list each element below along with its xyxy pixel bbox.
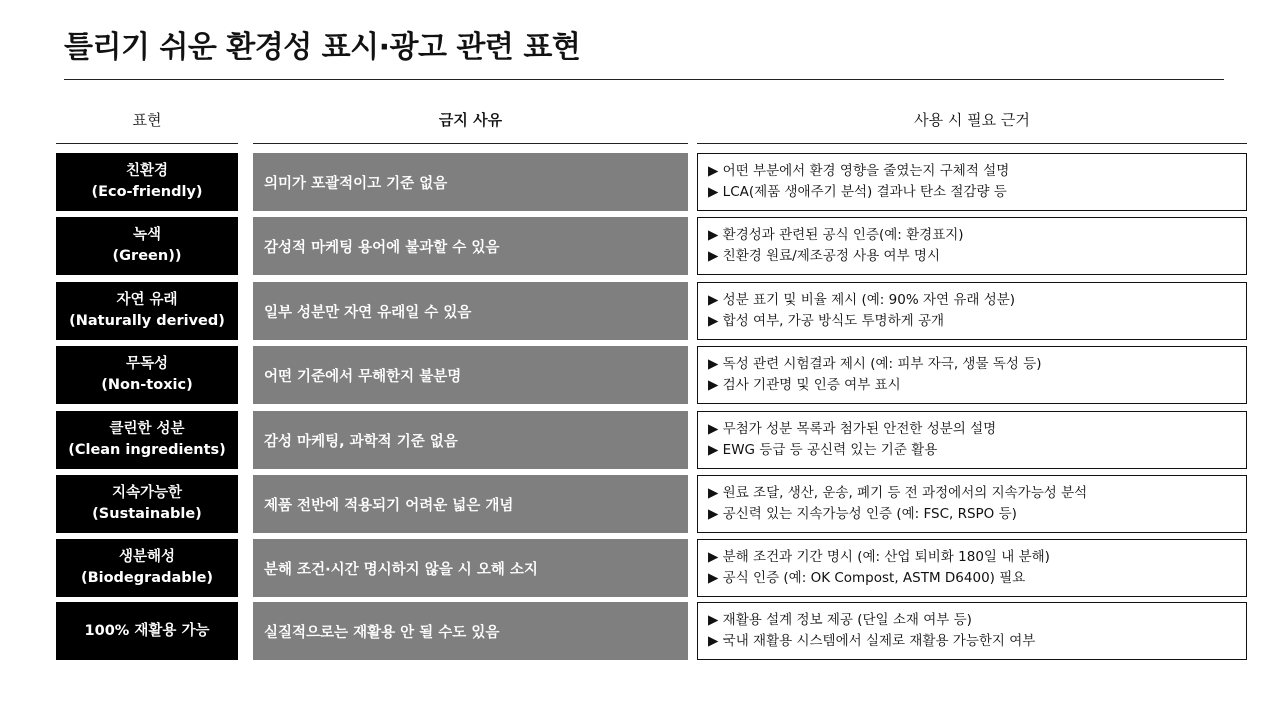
table-row	[0, 217, 1280, 275]
reason-cell	[253, 282, 688, 340]
basis-cell	[697, 539, 1247, 597]
header-divider-reason	[253, 143, 688, 144]
basis-cell	[697, 475, 1247, 533]
basis-line: ▶ EWG 등급 등 공신력 있는 기준 활용	[708, 442, 938, 458]
basis-cell	[697, 602, 1247, 660]
header-basis: 사용 시 필요 근거	[914, 111, 1030, 129]
reason-text: 일부 성분만 자연 유래일 수 있음	[264, 304, 472, 321]
expression-cell	[56, 153, 238, 211]
reason-text: 실질적으로는 재활용 안 될 수도 있음	[264, 624, 500, 641]
header-reason: 금지 사유	[438, 111, 503, 129]
reason-text: 감성적 마케팅 용어에 불과할 수 있음	[264, 239, 500, 256]
basis-cell	[697, 346, 1247, 404]
basis-cell	[697, 153, 1247, 211]
header-expression: 표현	[132, 111, 162, 129]
expression-korean: 무독성	[125, 356, 169, 372]
basis-cell	[697, 282, 1247, 340]
expression-korean: 지속가능한	[111, 485, 183, 501]
reason-cell	[253, 411, 688, 469]
expression-cell	[56, 346, 238, 404]
basis-line: ▶ LCA(제품 생애주기 분석) 결과나 탄소 절감량 등	[708, 184, 1007, 200]
expression-korean: 친환경	[125, 163, 169, 179]
basis-line: ▶ 무첨가 성분 목록과 첨가된 안전한 성분의 설명	[708, 421, 997, 437]
table-row	[0, 475, 1280, 533]
expression-cell	[56, 217, 238, 275]
table-row	[0, 282, 1280, 340]
basis-line: ▶ 환경성과 관련된 공식 인증(예: 환경표지)	[708, 227, 964, 243]
expression-korean: 녹색	[132, 227, 161, 243]
table-row	[0, 346, 1280, 404]
header-divider-basis	[697, 143, 1247, 144]
basis-line: ▶ 원료 조달, 생산, 운송, 폐기 등 전 과정에서의 지속가능성 분석	[708, 485, 1088, 501]
title-divider	[64, 79, 1224, 80]
expression-cell	[56, 475, 238, 533]
basis-line: ▶ 합성 여부, 가공 방식도 투명하게 공개	[708, 313, 945, 329]
table-row	[0, 153, 1280, 211]
basis-cell	[697, 217, 1247, 275]
reason-text: 제품 전반에 적용되기 어려운 넓은 개념	[264, 497, 514, 514]
reason-text: 분해 조건·시간 명시하지 않을 시 오해 소지	[264, 561, 538, 578]
table-row	[0, 539, 1280, 597]
reason-cell	[253, 475, 688, 533]
basis-line: ▶ 친환경 원료/제조공정 사용 여부 명시	[708, 248, 941, 264]
basis-line: ▶ 공신력 있는 지속가능성 인증 (예: FSC, RSPO 등)	[708, 506, 1017, 522]
expression-cell	[56, 282, 238, 340]
basis-line: ▶ 검사 기관명 및 인증 여부 표시	[708, 377, 901, 393]
expression-english: (Naturally derived)	[69, 313, 225, 329]
expression-english: (Clean ingredients)	[68, 442, 226, 458]
basis-line: ▶ 재활용 설계 정보 제공 (단일 소재 여부 등)	[708, 612, 972, 628]
reason-cell	[253, 602, 688, 660]
reason-text: 의미가 포괄적이고 기준 없음	[264, 175, 448, 192]
basis-line: ▶ 국내 재활용 시스템에서 실제로 재활용 가능한지 여부	[708, 633, 1036, 649]
basis-line: ▶ 어떤 부분에서 환경 영향을 줄였는지 구체적 설명	[708, 163, 1010, 179]
reason-cell	[253, 217, 688, 275]
expression-english: (Eco-friendly)	[91, 184, 203, 200]
basis-line: ▶ 공식 인증 (예: OK Compost, ASTM D6400) 필요	[708, 570, 1026, 586]
reason-text: 어떤 기준에서 무해한지 불분명	[264, 368, 462, 385]
basis-line: ▶ 독성 관련 시험결과 제시 (예: 피부 자극, 생물 독성 등)	[708, 356, 1042, 372]
reason-text: 감성 마케팅, 과학적 기준 없음	[264, 433, 458, 450]
page-title: 틀리기 쉬운 환경성 표시·광고 관련 표현	[64, 30, 581, 65]
header-divider-expression	[56, 143, 238, 144]
expression-english: (Green))	[112, 248, 182, 264]
table-row	[0, 411, 1280, 469]
reason-cell	[253, 153, 688, 211]
expression-cell	[56, 539, 238, 597]
basis-line: ▶ 분해 조건과 기간 명시 (예: 산업 퇴비화 180일 내 분해)	[708, 549, 1050, 565]
expression-korean: 생분해성	[118, 549, 176, 565]
expression-cell	[56, 411, 238, 469]
reason-cell	[253, 346, 688, 404]
expression-english: (Biodegradable)	[80, 570, 214, 586]
expression-korean: 자연 유래	[116, 292, 178, 308]
table-row	[0, 602, 1280, 660]
basis-cell	[697, 411, 1247, 469]
reason-cell	[253, 539, 688, 597]
expression-korean: 클린한 성분	[109, 421, 185, 437]
basis-line: ▶ 성분 표기 및 비율 제시 (예: 90% 자연 유래 성분)	[708, 292, 1016, 308]
expression-english: (Non-toxic)	[101, 377, 193, 393]
expression-english: (Sustainable)	[92, 506, 202, 522]
expression-cell	[56, 602, 238, 660]
expression-korean: 100% 재활용 가능	[84, 622, 210, 639]
